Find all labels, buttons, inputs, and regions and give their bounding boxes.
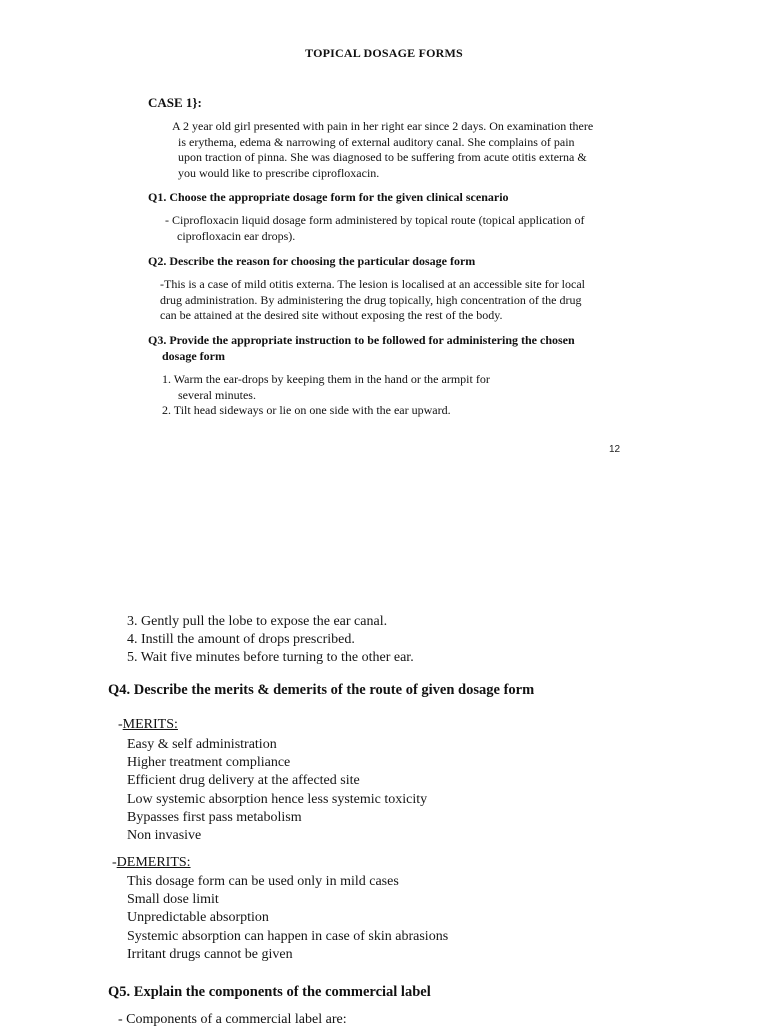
- q2-answer-line: -This is a case of mild otitis externa. The lesion is localised at an accessible site for local: [160, 277, 585, 291]
- step-item: 1. Warm the ear-drops by keeping them in the hand or the armpit for: [162, 372, 490, 386]
- merit-item: Easy & self administration: [127, 737, 277, 752]
- q4-heading: Q4. Describe the merits & demerits of the route of given dosage form: [108, 682, 535, 698]
- demerits-list: [127, 873, 627, 964]
- step-item: 5. Wait five minutes before turning to the other ear.: [127, 650, 414, 666]
- q2-answer-line: drug administration. By administering the drug topically, high concentration of the drug: [160, 292, 582, 307]
- q1-answer-line: ciprofloxacin ear drops).: [177, 228, 296, 243]
- demerit-item: This dosage form can be used only in mild cases: [127, 874, 399, 889]
- q2-heading: Q2. Describe the reason for choosing the particular dosage form: [148, 254, 476, 268]
- scenario-line: upon traction of pinna. She was diagnosed to be suffering from acute otitis externa &: [178, 150, 587, 164]
- scenario-line: is erythema, edema & narrowing of external auditory canal. She complains of pain: [178, 134, 575, 149]
- q1-heading: Q1. Choose the appropriate dosage form for the given clinical scenario: [148, 190, 509, 204]
- merits-heading: [118, 717, 178, 733]
- case-scenario: [172, 119, 622, 181]
- demerits-heading: [112, 855, 191, 871]
- demerit-item: Systemic absorption can happen in case of skin abrasions: [127, 928, 449, 944]
- demerit-item: Unpredictable absorption: [127, 910, 269, 926]
- demerit-item: Small dose limit: [127, 892, 219, 908]
- q5-heading: Q5. Explain the components of the commercial label: [108, 984, 431, 1000]
- step-item: 4. Instill the amount of drops prescribed.: [127, 632, 355, 648]
- demerit-item: Irritant drugs cannot be given: [127, 946, 293, 962]
- step-item: 2. Tilt head sideways or lie on one side with the ear upward.: [162, 403, 451, 417]
- merit-item: Low systemic absorption hence less systemic toxicity: [127, 791, 428, 807]
- merit-item: Non invasive: [127, 828, 202, 844]
- demerits-prefix: -: [112, 855, 117, 870]
- step-item: 3. Gently pull the lobe to expose the ear canal.: [127, 614, 388, 629]
- q5-intro: - Components of a commercial label are:: [118, 1012, 347, 1027]
- merit-item: Efficient drug delivery at the affected site: [127, 773, 360, 789]
- scenario-line: A 2 year old girl presented with pain in her right ear since 2 days. On examination there: [172, 119, 594, 133]
- step-item-continuation: several minutes.: [178, 387, 256, 402]
- merits-list: [127, 736, 627, 845]
- q2-answer: [160, 277, 630, 324]
- merit-item: Bypasses first pass metabolism: [127, 809, 302, 825]
- merits-prefix: -: [118, 717, 123, 732]
- q3-heading: [148, 332, 618, 364]
- merit-item: Higher treatment compliance: [127, 755, 291, 771]
- q3-heading-line: dosage form: [162, 349, 225, 363]
- demerits-label: DEMERITS:: [116, 855, 191, 870]
- q3-steps-part1: [162, 372, 582, 419]
- q2-answer-line: can be attained at the desired site without exposing the rest of the body.: [160, 308, 503, 322]
- q3-steps-part2: [127, 613, 627, 668]
- document-title: TOPICAL DOSAGE FORMS: [305, 46, 463, 60]
- q3-heading-line: Q3. Provide the appropriate instruction to be followed for administering the chosen: [148, 333, 575, 347]
- scenario-line: you would like to prescribe ciprofloxacin.: [178, 165, 380, 180]
- q1-answer: [165, 213, 625, 244]
- case-title: CASE 1}:: [148, 95, 202, 110]
- merits-label: MERITS:: [122, 717, 178, 732]
- page-number: 12: [609, 444, 621, 455]
- q1-answer-line: - Ciprofloxacin liquid dosage form administered by topical route (topical application of: [165, 213, 585, 227]
